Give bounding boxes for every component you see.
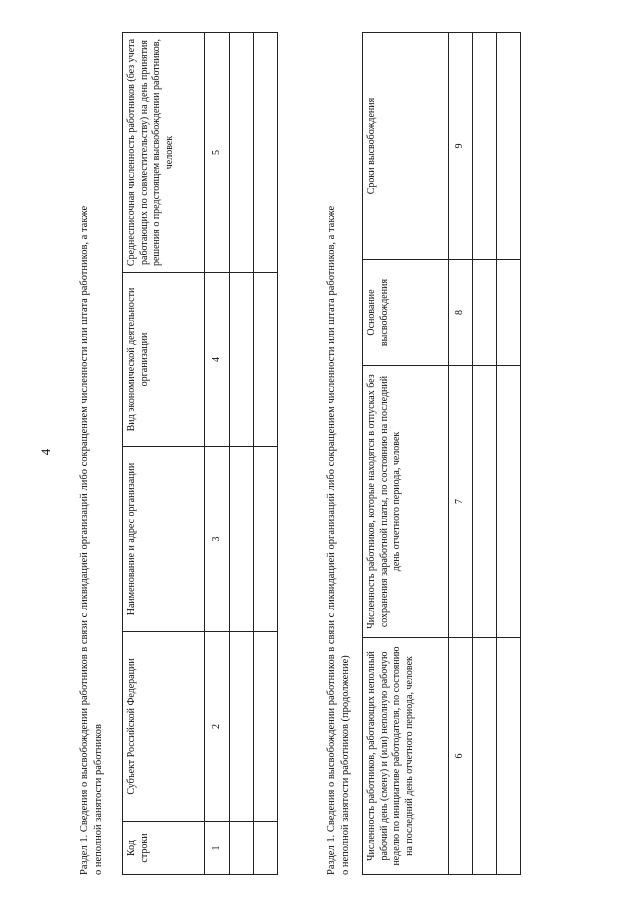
- page-number: 4: [38, 448, 53, 456]
- section1-header-headcount: Среднесписочная численность работников (без учета работающих по совместительству) на день принятия решения о предстоящем высвобождении работников, человек: [123, 33, 205, 273]
- section2-colnum-9: 9: [449, 33, 473, 260]
- section1-blank-cell: [254, 822, 278, 875]
- section1-blank-cell: [230, 33, 254, 273]
- section1-blank-cell: [230, 273, 254, 447]
- section2-blank-row: [473, 33, 497, 875]
- section2-blank-cell: [473, 260, 497, 366]
- section1-blank-cell: [254, 273, 278, 447]
- section2-colnum-6: 6: [449, 638, 473, 875]
- section1-header-activity: Вид экономической деятельности организации: [123, 273, 205, 447]
- section1-blank-cell: [230, 822, 254, 875]
- section1-caption-line2: о неполной занятости работников: [93, 724, 104, 875]
- section1-caption-line1: Раздел 1. Сведения о высвобождении работников в связи с ликвидацией организаций либо сокращением численности или штата работников, а также: [79, 205, 90, 875]
- section2-header-reason: Основание высвобождения: [363, 260, 449, 366]
- section1-blank-cell: [230, 632, 254, 822]
- section1-header-code: Код строки: [123, 822, 205, 875]
- section1-number-row: [205, 33, 230, 875]
- section2-colnum-8: 8: [449, 260, 473, 366]
- section2-blank-cell: [473, 33, 497, 260]
- section2-blank-cell: [497, 366, 521, 638]
- section2-number-row: [449, 33, 473, 875]
- section1-blank-row: [254, 33, 278, 875]
- section2-blank-cell: [497, 638, 521, 875]
- section1-colnum-1: 1: [205, 822, 230, 875]
- section2-blank-cell: [473, 638, 497, 875]
- section1-blank-cell: [254, 632, 278, 822]
- section1-blank-cell: [254, 447, 278, 632]
- section1-colnum-3: 3: [205, 447, 230, 632]
- section2-blank-row: [497, 33, 521, 875]
- section2-blank-cell: [497, 260, 521, 366]
- section1-colnum-4: 4: [205, 273, 230, 447]
- section2-header-parttime: Численность работников, работающих неполный рабочий день (смену) и (или) неполную рабочую неделю по инициативе работодателя, по состоянию на последний день отчетного периода, человек: [363, 638, 449, 875]
- section1-colnum-2: 2: [205, 632, 230, 822]
- section1-header-org-name: Наименование и адрес организации: [123, 447, 205, 632]
- section1-blank-cell: [230, 447, 254, 632]
- section1-header-subject: Субъект Российской Федерации: [123, 632, 205, 822]
- section2-table: [362, 32, 521, 875]
- section2-caption-line2: о неполной занятости работников (продолжение): [340, 655, 351, 875]
- section2-header-row: [363, 33, 449, 875]
- section2-blank-cell: [497, 33, 521, 260]
- section2-header-terms: Сроки высвобождения: [363, 33, 449, 260]
- section1-blank-cell: [254, 33, 278, 273]
- section2-caption-line1: Раздел 1. Сведения о высвобождении работников в связи с ликвидацией организаций либо сокращением численности или штата работников, а также: [326, 205, 337, 875]
- section1-blank-row: [230, 33, 254, 875]
- section1-table: [122, 32, 278, 875]
- section1-colnum-5: 5: [205, 33, 230, 273]
- section1-caption: [78, 206, 106, 875]
- section1-header-row: [123, 33, 205, 875]
- section2-blank-cell: [473, 366, 497, 638]
- section2-caption: [325, 206, 353, 875]
- section2-header-unpaid-leave: Численность работников, которые находятся в отпусках без сохранения заработной платы, по состоянию на последний день отчетного периода, человек: [363, 366, 449, 638]
- section2-colnum-7: 7: [449, 366, 473, 638]
